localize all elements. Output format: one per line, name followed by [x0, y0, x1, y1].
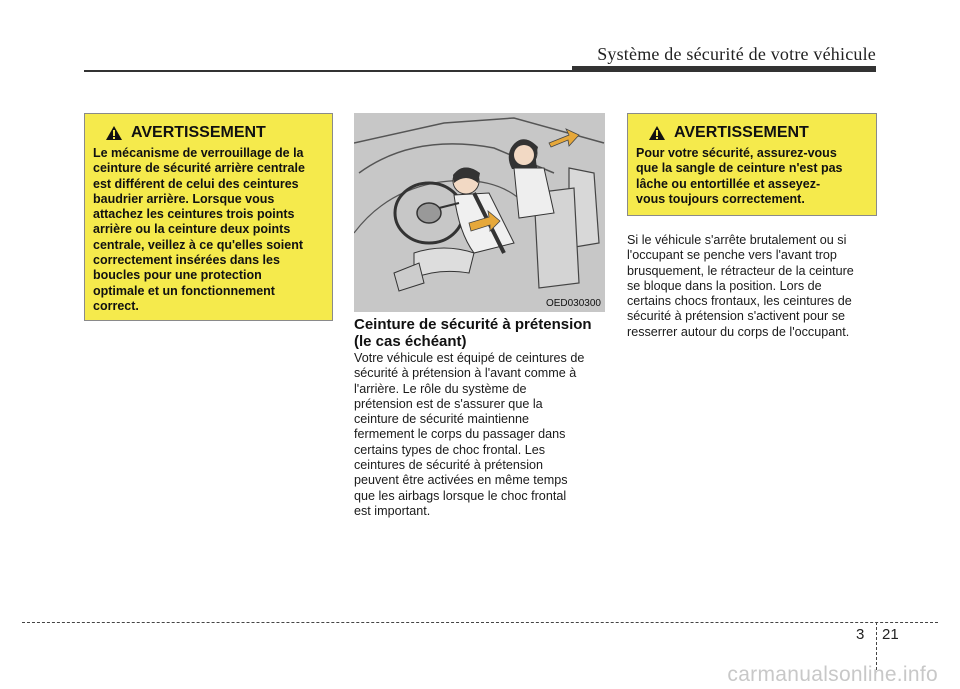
warning-text: Pour votre sécurité, assurez-vous que la sangle de ceinture n'est pas lâche ou entortillée et asseyez- vous toujours correctement.: [636, 146, 843, 206]
right-paragraph: Si le véhicule s'arrête brutalement ou si l'occupant se penche vers l'avant trop brusquement, le rétracteur de la ceinture se bloque dans la position. Lors de certains chocs frontaux, les ceintures de sécurité à prétension s'activent pour se resserrer autour du corps de l'occupant.: [627, 233, 854, 339]
warning-header: [105, 124, 324, 142]
warning-text: Le mécanisme de verrouillage de la ceinture de sécurité arrière centrale est différent de celui des ceintures baudrier arrière. Lorsque vous attachez les ceintures trois points arrière ou la ceinture deux points centrale, veillez à ce qu'elles soient correctement insérées dans les boucles pour une protection optimale et un fonctionnement correct.: [93, 146, 305, 313]
pretensioner-illustration: [354, 113, 605, 312]
watermark: carmanualsonline.info: [727, 663, 938, 686]
header-rule-accent: [572, 66, 876, 72]
section-heading: Ceinture de sécurité à prétension (le cas échéant): [354, 316, 592, 350]
page-number: 21: [882, 626, 899, 643]
warning-header: [648, 124, 868, 142]
footer-rule: [22, 622, 938, 623]
figure-code: OED030300: [545, 298, 601, 309]
chapter-number: 3: [856, 626, 865, 643]
warning-triangle-icon: [648, 125, 666, 141]
warning-title: AVERTISSEMENT: [131, 124, 266, 141]
warning-box-left: [84, 113, 333, 321]
header-title: Système de sécurité de votre véhicule: [597, 44, 876, 64]
section-paragraph: Votre véhicule est équipé de ceintures de sécurité à prétension à l'avant comme à l'arrière. Le rôle du système de prétension est de s'assurer que la ceinture de sécurité maintienne fermement le corps du passager dans certains types de choc frontal. Les ceintures de sécurité à prétension peuvent être activées en même temps que les airbags lorsque le choc frontal est important.: [354, 351, 585, 518]
car-interior-drawing: [354, 113, 605, 312]
warning-triangle-icon: [105, 125, 123, 141]
warning-title: AVERTISSEMENT: [674, 124, 809, 141]
warning-box-right: [627, 113, 877, 216]
